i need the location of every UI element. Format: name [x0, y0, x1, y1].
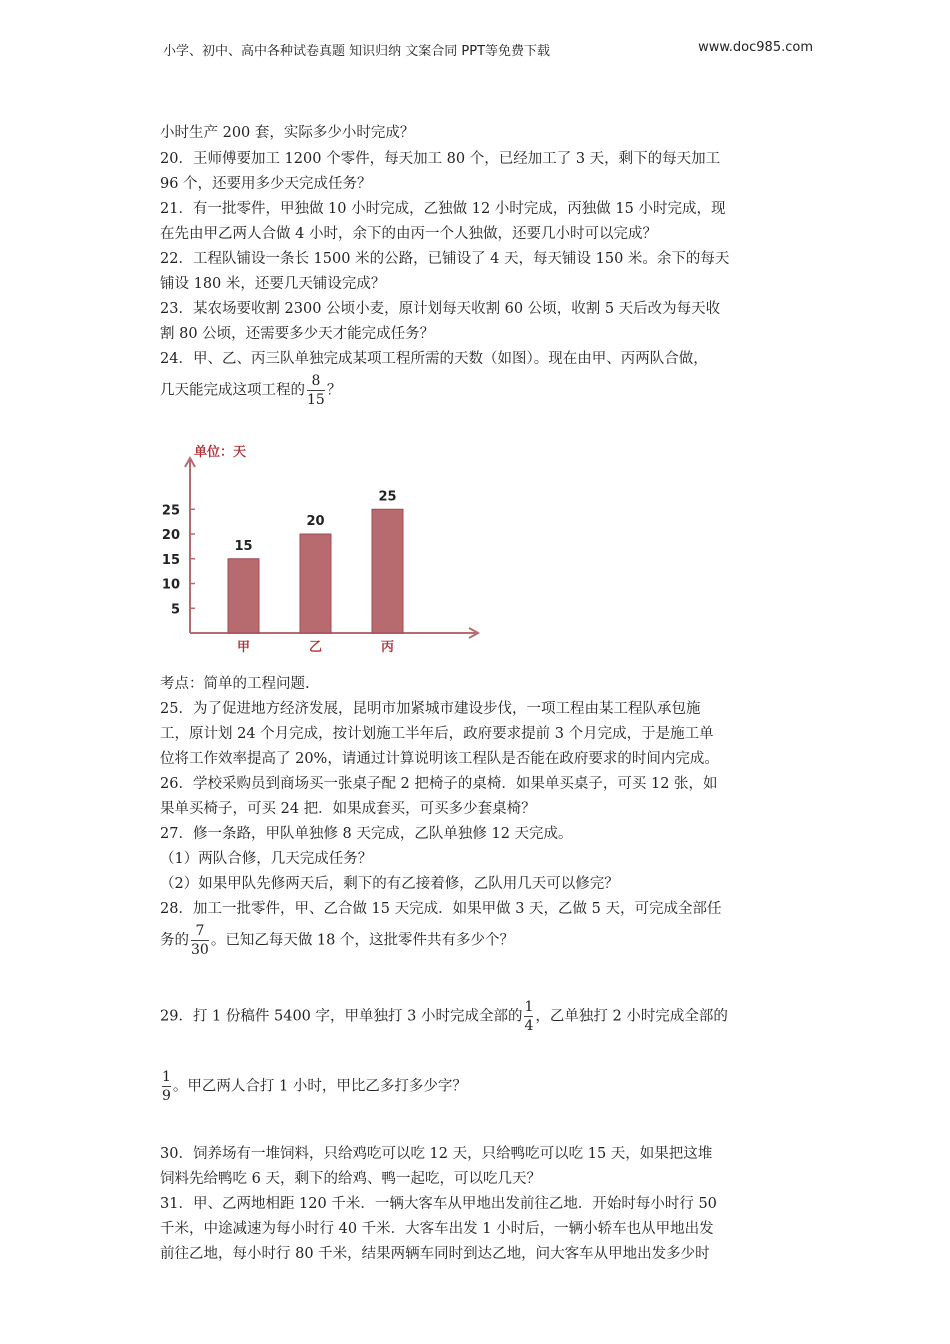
y-tick-label: 25 — [161, 503, 180, 519]
q25-line-1: 25．为了促进地方经济发展，昆明市加紧城市建设步伐，一项工程由某工程队承包施 — [160, 701, 701, 717]
q24-line-1: 24．甲、乙、丙三队单独完成某项工程所需的天数（如图）。现在由甲、丙两队合做， — [160, 351, 708, 367]
y-tick-label: 15 — [161, 552, 180, 568]
q25-line-3: 位将工作效率提高了 20%，请通过计算说明该工程队是否能在政府要求的时间内完成。 — [160, 751, 719, 767]
x-category-label: 甲 — [236, 640, 251, 655]
q29-post: 。甲乙两人合打 1 小时，甲比乙多打多少字？ — [172, 1078, 467, 1095]
q31-line-2: 千米，中途减速为每小时行 40 千米．大客车出发 1 小时后，一辆小轿车也从甲地出发 — [160, 1221, 714, 1237]
q27-line-2: （1）两队合修，几天完成任务？ — [160, 851, 373, 867]
bar-data-label: 20 — [306, 514, 325, 529]
q20-line-2: 96 个，还要用多少天完成任务？ — [160, 176, 372, 192]
header-website: www.doc985.com — [698, 40, 813, 55]
q24-frac-num: 8 — [311, 373, 321, 389]
q25-line-2: 工，原计划 24 个月完成，按计划施工半年后，政府要求提前 3 个月完成，于是施工单 — [160, 726, 714, 742]
q28-frac-den: 30 — [191, 942, 209, 958]
bar-1 — [228, 559, 259, 633]
q31-line-1: 31．甲、乙两地相距 120 千米．一辆大客车从甲地出发前往乙地．开始时每小时行 50 — [160, 1196, 717, 1212]
x-category-label: 丙 — [380, 640, 395, 655]
y-tick-label: 20 — [161, 528, 180, 543]
page-header — [163, 40, 813, 59]
q24-line-2-end: ？ — [326, 382, 342, 399]
q28-post: 。已知乙每天做 18 个，这批零件共有多少个？ — [210, 932, 514, 949]
q27-line-1: 27．修一条路，甲队单独修 8 天完成，乙队单独修 12 天完成。 — [160, 826, 573, 842]
q22-line-2: 铺设 180 米，还要几天铺设完成？ — [160, 276, 386, 292]
x-category-label: 乙 — [308, 640, 323, 655]
q28-line-2 — [160, 922, 514, 959]
q29-frac2-num: 1 — [162, 1069, 171, 1085]
q28-line-1: 28．加工一批零件，甲、乙合做 15 天完成．如果甲做 3 天，乙做 5 天，可完成全部任 — [160, 901, 722, 917]
q29-frac2-den: 9 — [162, 1088, 171, 1104]
q28-pre: 务的 — [160, 932, 189, 949]
q29-pre: 29．打 1 份稿件 5400 字，甲单独打 3 小时完成全部的 — [160, 1008, 523, 1025]
kaodian: 考点：简单的工程问题. — [160, 676, 310, 692]
q21-line-2: 在先由甲乙两人合做 4 小时，余下的由丙一个人独做，还要几小时可以完成？ — [160, 226, 657, 242]
q29-line-2 — [160, 1068, 467, 1105]
q28-fraction — [191, 922, 209, 959]
q29-frac1-num: 1 — [524, 999, 534, 1015]
q19-tail: 小时生产 200 套，实际多少小时完成？ — [160, 125, 415, 141]
q20-line-1: 20．王师傅要加工 1200 个零件，每天加工 80 个，已经加工了 3 天，剩下的每天加工 — [160, 151, 721, 167]
q29-frac1-den: 4 — [524, 1018, 534, 1034]
q28-frac-num: 7 — [195, 923, 205, 939]
q29-line-1 — [160, 998, 728, 1035]
q23-line-1: 23．某农场要收割 2300 公顷小麦，原计划每天收割 60 公顷，收割 5 天后改为每天收 — [160, 301, 721, 317]
q30-line-2: 饲料先给鸭吃 6 天，剩下的给鸡、鸭一起吃，可以吃几天？ — [160, 1171, 541, 1187]
q21-line-1: 21．有一批零件，甲独做 10 小时完成，乙独做 12 小时完成，丙独做 15 小时完成，现 — [160, 201, 726, 217]
q31-line-3: 前往乙地，每小时行 80 千米，结果两辆车同时到达乙地，问大客车从甲地出发多少时 — [160, 1246, 710, 1262]
q24-line-2 — [160, 372, 341, 409]
y-tick-label: 5 — [170, 602, 180, 618]
y-tick-label: 10 — [161, 577, 180, 593]
q29-mid: ，乙单独打 2 小时完成全部的 — [535, 1008, 728, 1025]
q26-line-2: 果单买椅子，可买 24 把．如果成套买，可买多少套桌椅？ — [160, 801, 536, 817]
q26-line-1: 26．学校采购员到商场买一张桌子配 2 把椅子的桌椅．如果单买桌子，可买 12 张，如 — [160, 776, 718, 792]
q30-line-1: 30．饲养场有一堆饲料，只给鸡吃可以吃 12 天，只给鸭吃可以吃 15 天，如果把这堆 — [160, 1146, 713, 1162]
q23-line-2: 割 80 公顷，还需要多少天才能完成任务？ — [160, 326, 435, 342]
q27-line-3: （2）如果甲队先修两天后，剩下的有乙接着修，乙队用几天可以修完？ — [160, 876, 619, 892]
bar-3 — [372, 509, 403, 633]
q29-fraction-2 — [162, 1068, 171, 1105]
bar-data-label: 15 — [234, 538, 253, 554]
bar-2 — [300, 534, 331, 633]
bar-data-label: 25 — [378, 489, 397, 505]
q24-fraction — [307, 372, 325, 409]
header-banner-text: 小学、初中、高中各种试卷真题 知识归纳 文案合同 PPT等免费下载 — [163, 44, 551, 59]
q22-line-1: 22．工程队铺设一条长 1500 米的公路，已铺设了 4 天，每天铺设 150 米。余下的每天 — [160, 251, 730, 267]
y-unit-label: 单位：天 — [194, 445, 247, 460]
q24-line-2-text: 几天能完成这项工程的 — [160, 382, 305, 399]
q24-frac-den: 15 — [307, 392, 325, 408]
work-days-bar-chart — [160, 440, 500, 662]
q29-fraction-1 — [524, 998, 533, 1035]
